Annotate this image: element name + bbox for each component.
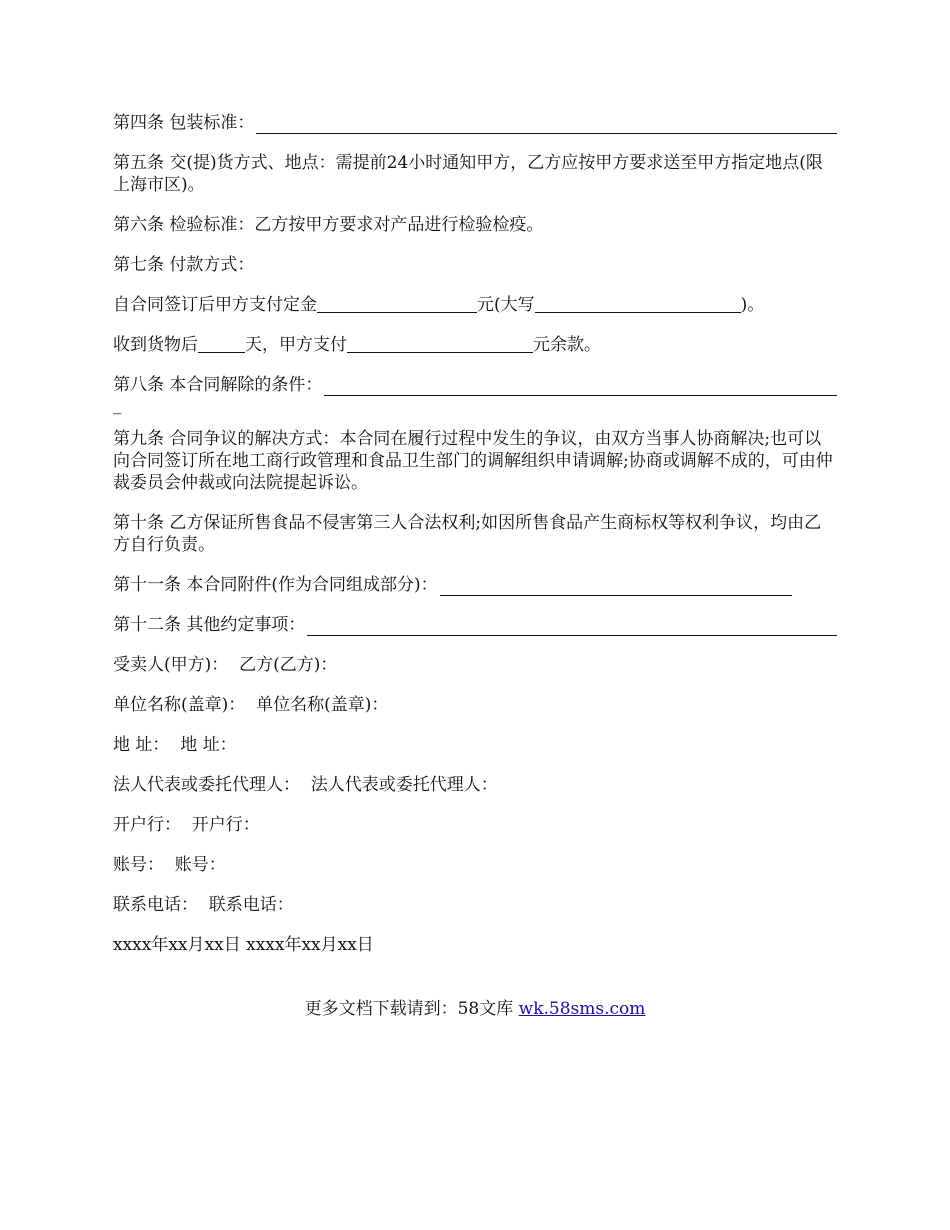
packaging-standard-blank [256, 115, 837, 134]
unit-name-line: 单位名称(盖章)： 单位名称(盖章)： [113, 695, 389, 715]
article-6: 第六条 检验标准：乙方按甲方要求对产品进行检验检疫。 [113, 215, 544, 235]
contract-body [113, 112, 837, 974]
deposit-mid: 元(大写 [477, 295, 535, 315]
footer-link[interactable]: wk.58sms.com [518, 999, 646, 1019]
article-9: 第九条 合同争议的解决方式：本合同在履行过程中发生的争议，由双方当事人协商解决;也可以向合同签订所在地工商行政管理和食品卫生部门的调解组织申请调解;协商或调解不成的，可由仲裁委员会仲裁或向法院提起诉讼。 [113, 429, 833, 493]
other-terms-blank [307, 617, 837, 636]
bank-line: 开户行： 开户行： [113, 815, 260, 835]
article-10: 第十条 乙方保证所售食品不侵害第三人合法权利;如因所售食品产生商标权等权利争议，均由乙方自行负责。 [113, 513, 822, 555]
deposit-prefix: 自合同签订后甲方支付定金 [113, 295, 317, 315]
deposit-uppercase-blank [535, 294, 741, 313]
account-line: 账号： 账号： [113, 855, 226, 875]
deposit-suffix: )。 [740, 295, 765, 315]
article-12-label: 第十二条 其他约定事项： [113, 615, 306, 635]
phone-line: 联系电话： 联系电话： [113, 895, 294, 915]
footer [0, 998, 950, 1020]
deposit-amount-blank [317, 294, 477, 313]
termination-conditions-blank [324, 377, 837, 396]
receipt-prefix: 收到货物后 [113, 335, 198, 355]
article-5: 第五条 交(提)货方式、地点：需提前24小时通知甲方，乙方应按甲方要求送至甲方指定地点(限上海市区)。 [113, 153, 823, 195]
receipt-days-blank [198, 334, 245, 353]
deposit-line [113, 294, 837, 316]
receipt-line [113, 334, 837, 356]
article-8-label: 第八条 本合同解除的条件： [113, 375, 323, 395]
article-8-tail: _ [113, 395, 122, 415]
balance-amount-blank [347, 334, 533, 353]
article-11-label: 第十一条 本合同附件(作为合同组成部分)： [113, 575, 438, 595]
date-line: xxxx年xx月xx日 xxxx年xx月xx日 [113, 935, 374, 955]
article-7: 第七条 付款方式： [113, 255, 255, 275]
article-4-label: 第四条 包装标准： [113, 113, 255, 133]
address-line: 地 址： 地 址： [113, 735, 237, 755]
receipt-suffix: 元余款。 [533, 335, 601, 355]
article-4 [113, 112, 837, 134]
legal-rep-line: 法人代表或委托代理人： 法人代表或委托代理人： [113, 775, 498, 795]
receipt-mid: 天，甲方支付 [245, 335, 347, 355]
article-12 [113, 614, 837, 636]
article-8 [113, 374, 837, 414]
footer-text: 更多文档下载请到：58文库 [304, 999, 519, 1019]
attachments-blank [440, 577, 792, 596]
parties-line: 受卖人(甲方)： 乙方(乙方)： [113, 655, 338, 675]
article-11 [113, 574, 837, 596]
